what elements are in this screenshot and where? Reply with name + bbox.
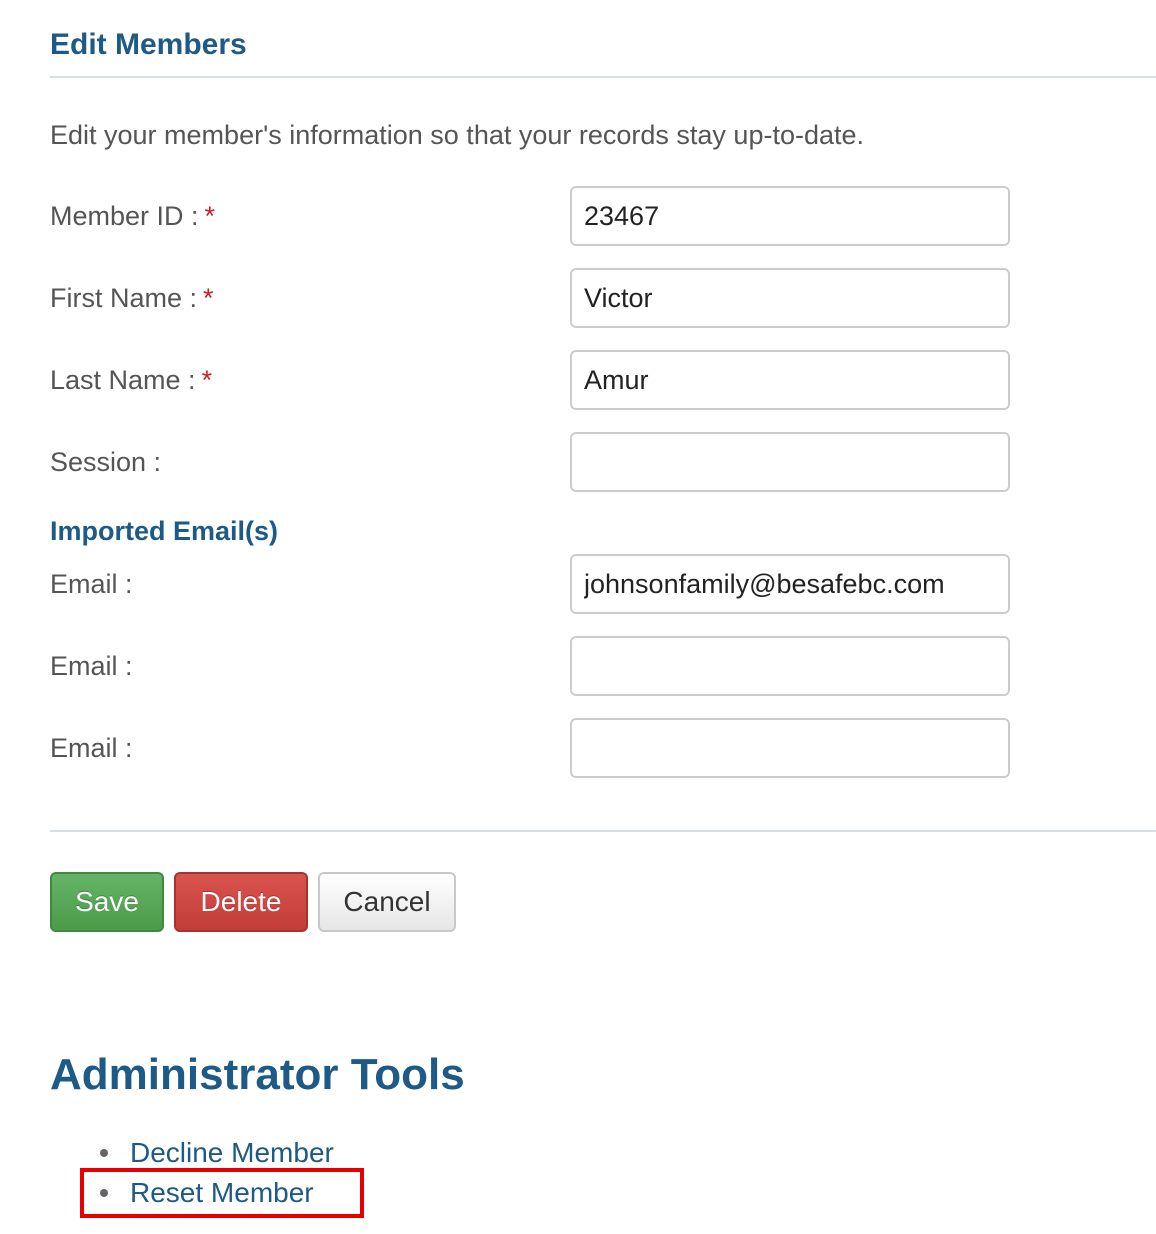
- title-divider: [50, 76, 1156, 78]
- last-name-input[interactable]: [570, 350, 1010, 410]
- email-label-1: Email :: [50, 569, 133, 599]
- page-title: Edit Members: [50, 28, 247, 61]
- decline-member-link[interactable]: Decline Member: [130, 1137, 334, 1168]
- last-name-label-text: Last Name :: [50, 365, 196, 395]
- imported-emails-heading: Imported Email(s): [50, 516, 279, 546]
- reset-member-link[interactable]: Reset Member: [130, 1177, 314, 1208]
- session-input[interactable]: [570, 432, 1010, 492]
- first-name-input[interactable]: [570, 268, 1010, 328]
- intro-text: Edit your member's information so that your records stay up-to-date.: [50, 120, 865, 150]
- first-name-label-text: First Name :: [50, 283, 198, 313]
- list-item: [50, 1174, 334, 1214]
- admin-tools-list: [50, 1134, 334, 1214]
- email-input-2[interactable]: [570, 636, 1010, 696]
- email-input-1[interactable]: [570, 554, 1010, 614]
- email-label-3: Email :: [50, 733, 133, 763]
- save-button[interactable]: Save: [50, 872, 164, 932]
- member-id-input[interactable]: [570, 186, 1010, 246]
- cancel-button[interactable]: Cancel: [318, 872, 456, 932]
- bullet-icon: [100, 1189, 108, 1197]
- email-input-3[interactable]: [570, 718, 1010, 778]
- required-marker: *: [203, 283, 214, 313]
- member-id-label-text: Member ID :: [50, 201, 199, 231]
- form-divider: [50, 830, 1156, 832]
- bullet-icon: [100, 1149, 108, 1157]
- delete-button[interactable]: Delete: [174, 872, 308, 932]
- required-marker: *: [201, 365, 213, 395]
- email-label-2: Email :: [50, 651, 133, 681]
- member-id-label: [50, 200, 215, 232]
- required-marker: *: [204, 201, 216, 231]
- last-name-label: [50, 364, 212, 396]
- admin-tools-title: Administrator Tools: [50, 1050, 465, 1099]
- session-label: Session :: [50, 447, 162, 477]
- first-name-label: [50, 282, 214, 314]
- list-item: [50, 1134, 334, 1174]
